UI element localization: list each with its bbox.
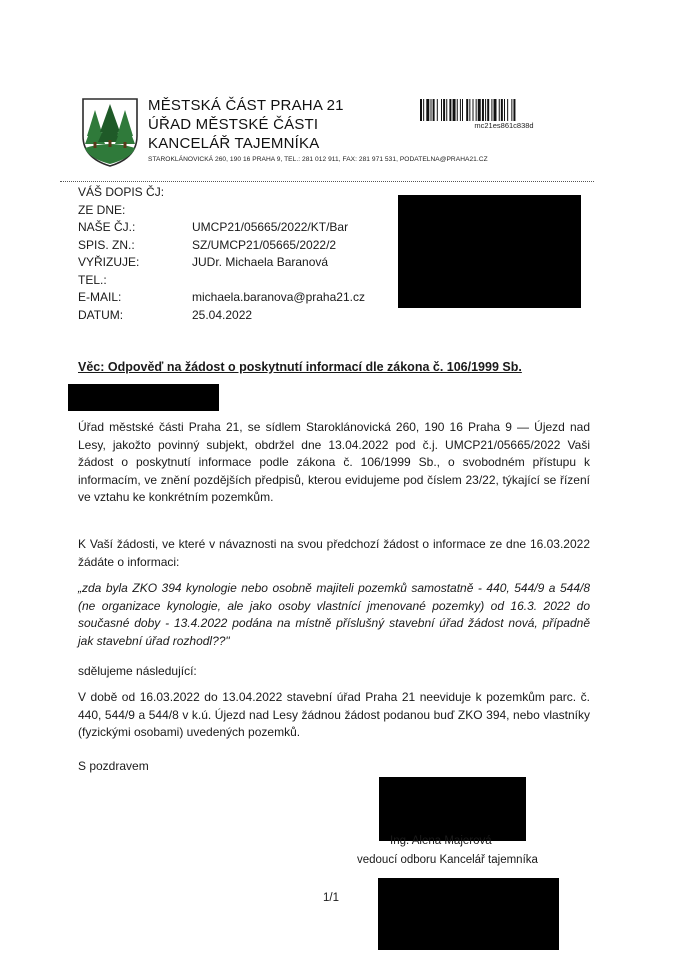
- barcode: [420, 99, 588, 121]
- signature-redaction: [379, 777, 526, 841]
- signatory-name: Ing. Alena Majerová: [390, 835, 492, 847]
- coat-of-arms-logo: [80, 96, 140, 168]
- meta-row-date-from: [78, 202, 365, 220]
- salutation-redaction: [68, 384, 219, 411]
- meta-row-file-ref: [78, 237, 365, 255]
- barcode-text: mc21es861c838d: [474, 121, 534, 130]
- meta-label: VÁŠ DOPIS ČJ:: [78, 185, 165, 199]
- meta-value: UMCP21/05665/2022/KT/Bar: [192, 220, 349, 234]
- meta-label: DATUM:: [78, 307, 124, 322]
- body-paragraph-request: K Vaší žádosti, ve které v návaznosti na svou předchozí žádost o informace ze dne 16.03.2022 žádáte o informaci:: [78, 537, 590, 569]
- meta-row-email: [78, 289, 365, 307]
- body-paragraph-response: V době od 16.03.2022 do 13.04.2022 stavební úřad Praha 21 neeviduje k pozemkům parc. č. 440, 544/9 a 544/8 v k.ú. Újezd nad Lesy žádnou žádost podanou buď ZKO 394, nebo vlastníky (fyzickými osobami) uvedených pozemků.: [78, 690, 590, 739]
- meta-label: SPIS. ZN.:: [78, 237, 135, 252]
- letter-subject: Věc: Odpověď na žádost o poskytnutí informací dle zákona č. 106/1999 Sb.: [78, 360, 522, 374]
- meta-row-our-ref: [78, 219, 365, 237]
- meta-row-date: [78, 307, 365, 325]
- meta-label: TEL.:: [78, 272, 107, 287]
- meta-value: SZ/UMCP21/05665/2022/2: [192, 237, 337, 252]
- meta-value: JUDr. Michaela Baranová: [192, 255, 329, 269]
- closing-greeting: S pozdravem: [78, 759, 149, 773]
- page-number: 1/1: [323, 892, 339, 904]
- meta-value: michaela.baranova@praha21.cz: [192, 290, 365, 304]
- org-name-line3: KANCELÁŘ TAJEMNÍKA: [148, 135, 320, 152]
- meta-label: NAŠE ČJ.:: [78, 220, 136, 234]
- meta-row-your-letter: [78, 184, 365, 202]
- meta-label: ZE DNE:: [78, 202, 126, 217]
- meta-label: VYŘIZUJE:: [78, 255, 140, 269]
- org-name-line1: MĚSTSKÁ ČÁST PRAHA 21: [148, 97, 344, 114]
- meta-value: 25.04.2022: [192, 307, 253, 322]
- header-divider: [60, 181, 594, 182]
- body-paragraph-intro: Úřad městské části Praha 21, se sídlem Staroklánovická 260, 190 16 Praha 9 — Újezd nad Lesy, jakožto povinný subjekt, obdržel dne 13.04.2022 pod č.j. UMCP21/05665/2022 Vaši žádost o poskytnutí informace podle zákona č. 106/1999 Sb., o svobodném přístupu k informacím, ve znění pozdějších předpisů, kterou evidujeme pod číslem 23/22, týkající se řízení ve vztahu ke konkrétním pozemkům.: [78, 420, 590, 504]
- meta-row-phone: [78, 272, 365, 290]
- stamp-redaction: [378, 878, 559, 950]
- body-quoted-request: „zda byla ZKO 394 kynologie nebo osobně majiteli pozemků samostatně - 440, 544/9 a 544/8 (ne organizace kynologie, ale jako osoby vlastnící jmenované pozemky) od 16.3. 2022 do současné doby - 13.4.2022 podána na místně příslušný stavební úřad žádost nová, případně jak stavební úřad rozhodl??": [78, 581, 590, 648]
- org-name-line2: ÚŘAD MĚSTSKÉ ČÁSTI: [148, 116, 319, 133]
- body-response-lead: sdělujeme následující:: [78, 664, 197, 678]
- reference-metadata: [78, 184, 365, 324]
- org-address: STAROKLÁNOVICKÁ 260, 190 16 PRAHA 9, TEL.: 281 012 911, FAX: 281 971 531, PODATELNA@PRAHA21.CZ: [148, 156, 488, 163]
- signatory-role: vedoucí odboru Kancelář tajemníka: [357, 854, 538, 866]
- meta-label: E-MAIL:: [78, 290, 122, 304]
- recipient-address-redaction: [398, 195, 581, 308]
- meta-row-handled-by: [78, 254, 365, 272]
